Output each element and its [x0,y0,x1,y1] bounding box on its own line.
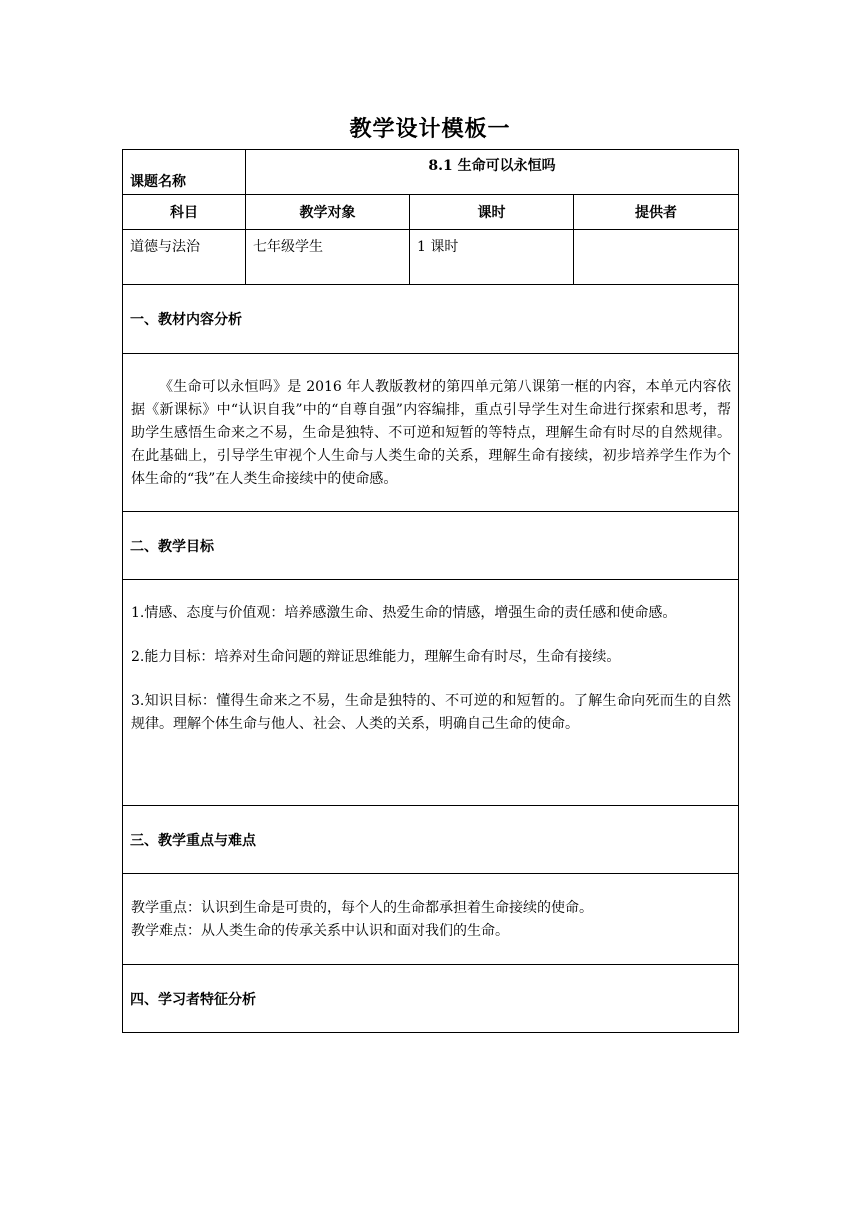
key-points-heading: 三、教学重点与难点 [123,806,739,874]
objectives-body [123,580,739,806]
learner-analysis-heading: 四、学习者特征分析 [123,965,739,1033]
topic-row [123,150,739,195]
objectives-heading: 二、教学目标 [123,512,739,580]
key-points-heading-row [123,806,739,874]
provider-header: 提供者 [574,195,739,230]
content-analysis-body-row [123,354,739,512]
content-analysis-text: 《生命可以永恒吗》是 2016 年人教版教材的第四单元第八课第一框的内容，本单元内容依据《新课标》中“认识自我”中的“自尊自强”内容编排，重点引导学生对生命进行探索和思考，帮助学生感悟生命来之不易，生命是独特、不可逆和短暂的等特点，理解生命有时尽的自然规律。在此基础上，引导学生审视个人生命与人类生命的关系，理解生命有接续，初步培养学生作为个体生命的“我”在人类生命接续中的使命感。 [131,379,732,487]
content-analysis-heading: 一、教材内容分析 [123,285,739,354]
page-title: 教学设计模板一 [349,116,511,142]
hours-value: 1 课时 [410,230,574,285]
info-header-row [123,195,739,230]
lesson-plan-table [122,149,739,1033]
key-points-body [123,874,739,965]
subject-header: 科目 [123,195,246,230]
objective-item: 1.情感、态度与价值观：培养感激生命、热爱生命的情感，增强生命的责任感和使命感。 [131,605,677,621]
topic-label: 课题名称 [123,150,246,195]
key-points-body-row [123,874,739,965]
info-value-row [123,230,739,285]
objectives-heading-row [123,512,739,580]
key-point-text: 教学重点：认识到生命是可贵的，每个人的生命都承担着生命接续的使命。 [131,900,593,916]
topic-value: 8.1 生命可以永恒吗 [246,150,739,195]
objective-item: 3.知识目标：懂得生命来之不易，生命是独特的、不可逆的和短暂的。了解生命向死而生的自然规律。理解个体生命与他人、社会、人类的关系，明确自己生命的使命。 [131,693,732,732]
audience-header: 教学对象 [246,195,410,230]
content-analysis-body [123,354,739,512]
hours-header: 课时 [410,195,574,230]
learner-analysis-heading-row [123,965,739,1033]
subject-value: 道德与法治 [123,230,246,285]
objectives-body-row [123,580,739,806]
content-analysis-heading-row [123,285,739,354]
difficult-point-text: 教学难点：从人类生命的传承关系中认识和面对我们的生命。 [131,923,509,939]
objective-item: 2.能力目标：培养对生命问题的辩证思维能力，理解生命有时尽，生命有接续。 [131,649,621,665]
audience-value: 七年级学生 [246,230,410,285]
provider-value [574,230,739,285]
